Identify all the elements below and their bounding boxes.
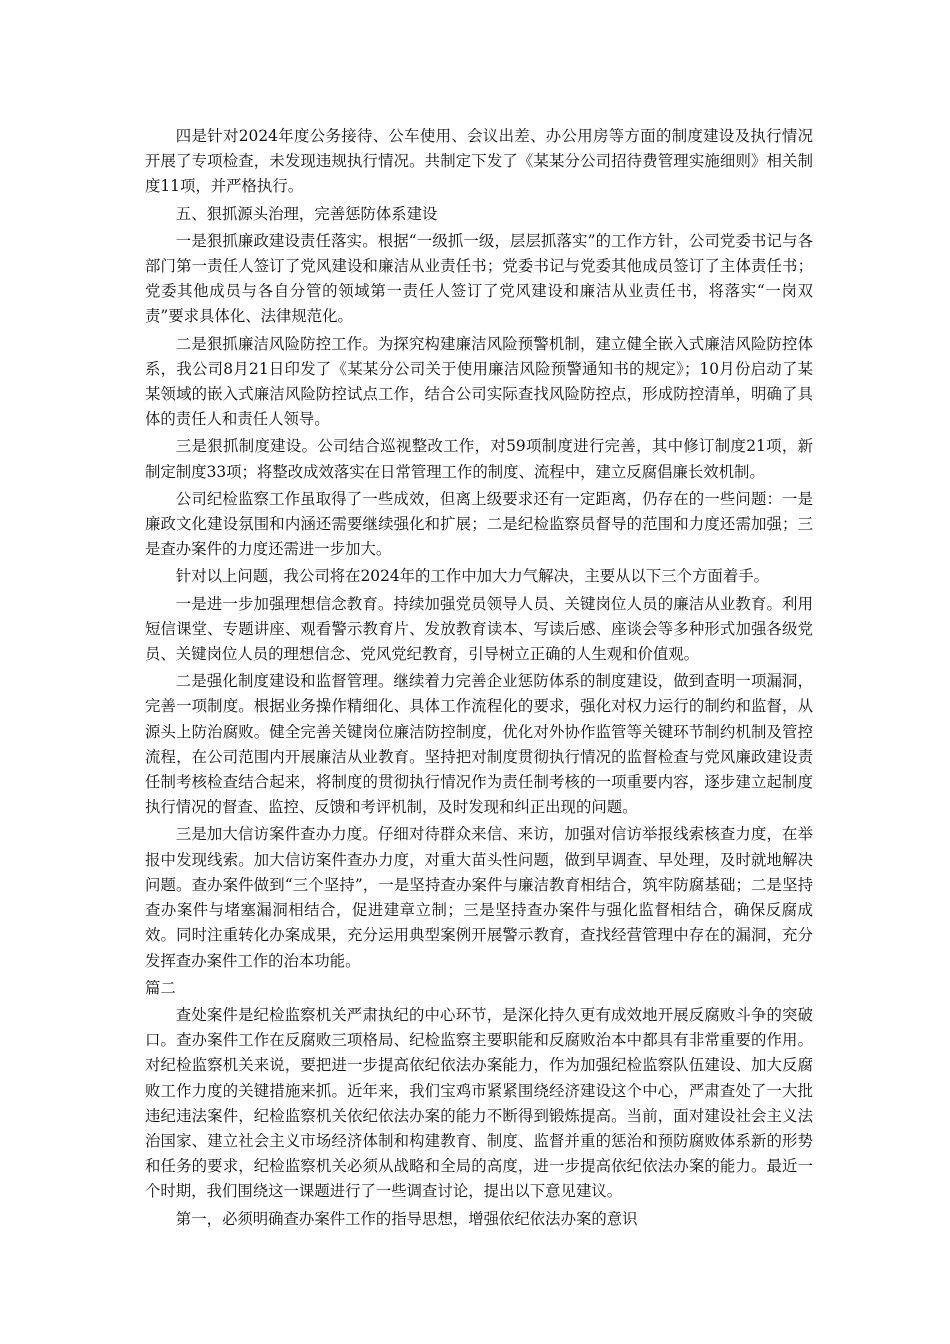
paragraph-plan-intro: 针对以上问题，我公司将在2024年的工作中加大力气解决，主要从以下三个方面着手。 [175, 567, 770, 586]
paragraph-system-building: 三是狠抓制度建设。公司结合巡视整改工作，对59项制度进行完善，其中修订制度21项，新制定制度33项；将整改成效落实在日常管理工作的制度、流程中，建立反腐倡廉长效机制。 [145, 437, 813, 481]
paragraph-problems: 公司纪检监察工作虽取得了一些成效，但离上级要求还有一定距离，仍存在的一些问题：一是廉政文化建设氛围和内涵还需要继续强化和扩展；二是纪检监察员督导的范围和力度还需加强；三是查办案件的力度还需进一步加大。 [145, 489, 813, 559]
paragraph-case-handling: 查处案件是纪检监察机关严肃执纪的中心环节，是深化持久更有成效地开展反腐败斗争的突破口。查办案件工作在反腐败三项格局、纪检监察主要职能和反腐败治本中都具有非常重要的作用。对纪检监察机关来说，要把进一步提高依纪依法办案能力，作为加强纪检监察队伍建设、加大反腐败工作力度的关键措施来抓。近年来，我们宝鸡市紧紧围绕经济建设这个中心，严肃查处了一大批违纪违法案件，纪检监察机关依纪依法办案的能力不断得到锻炼提高。当前，面对建设社会主义法治国家、建立社会主义市场经济体制和构建教育、制度、监督并重的惩治和预防腐败体系新的形势和任务的要求，纪检监察机关必须从战略和全局的高度，进一步提高依纪依法办案的能力。最近一个时期，我们围绕这一课题进行了一些调查讨论，提出以下意见建议。 [145, 1005, 813, 1201]
document-body [145, 124, 813, 1234]
part-two-heading: 篇二 [145, 978, 176, 997]
paragraph-inspection-summary: 四是针对2024年度公务接待、公车使用、会议出差、办公用房等方面的制度建设及执行情况开展了专项检查，未发现违规执行情况。共制定下发了《某某分公司招待费管理实施细则》相关制度11项，并严格执行。 [145, 127, 813, 196]
paragraph-risk-control: 二是狠抓廉洁风险防控工作。为探究构建廉洁风险预警机制，建立健全嵌入式廉洁风险防控体系，我公司8月21日印发了《某某分公司关于使用廉洁风险预警通知书的规定》；10月份启动了某某领域的嵌入式廉洁风险防控试点工作，结合公司实际查找风险防控点，形成防控清单，明确了具体的责任人和责任人领导。 [145, 334, 813, 429]
paragraph-supervision: 二是强化制度建设和监督管理。继续着力完善企业惩防体系的制度建设，做到查明一项漏洞，完善一项制度。根据业务操作精细化、具体工作流程化的要求，强化对权力运行的制约和监督，从源头上防治腐败。健全完善关键岗位廉洁防控制度，优化对外协作监管等关键环节制约机制及管控流程，在公司范围内开展廉洁从业教育。坚持把对制度贯彻执行情况的监督检查与党风廉政建设责任制考核检查结合起来，将制度的贯彻执行情况作为责任制考核的一项重要内容，逐步建立起制度执行情况的督查、监控、反馈和考评机制，及时发现和纠正出现的问题。 [145, 672, 813, 817]
paragraph-first-point: 第一，必须明确查办案件工作的指导思想，增强依纪依法办案的意识 [175, 1209, 638, 1228]
paragraph-ideology-education: 一是进一步加强理想信念教育。持续加强党员领导人员、关键岗位人员的廉洁从业教育。利用短信课堂、专题讲座、观看警示教育片、发放教育读本、写读后感、座谈会等多种形式加强各级党员、关键岗位人员的理想信念、党风党纪教育，引导树立正确的人生观和价值观。 [145, 594, 813, 664]
paragraph-responsibility: 一是狠抓廉政建设责任落实。根据“一级抓一级，层层抓落实”的工作方针，公司党委书记与各部门第一责任人签订了党风建设和廉洁从业责任书；党委书记与党委其他成员签订了主体责任书；党委其他成员与各自分管的领域第一责任人签订了党风建设和廉洁从业责任书，将落实“一岗双责”要求具体化、法律规范化。 [145, 231, 813, 326]
section-heading-source-governance: 五、狠抓源头治理，完善惩防体系建设 [175, 204, 438, 223]
paragraph-petition-cases: 三是加大信访案件查办力度。仔细对待群众来信、来访，加强对信访举报线索核查力度，在举报中发现线索。加大信访案件查办力度，对重大苗头性问题，做到早调查、早处理，及时就地解决问题。查办案件做到“三个坚持”，一是坚持查办案件与廉洁教育相结合，筑牢防腐基础；二是坚持查办案件与堵塞漏洞相结合，促进建章立制；三是坚持查办案件与强化监督相结合，确保反腐成效。同时注重转化办案成果，充分运用典型案例开展警示教育，查找经营管理中存在的漏洞，充分发挥查办案件工作的治本功能。 [145, 825, 813, 970]
